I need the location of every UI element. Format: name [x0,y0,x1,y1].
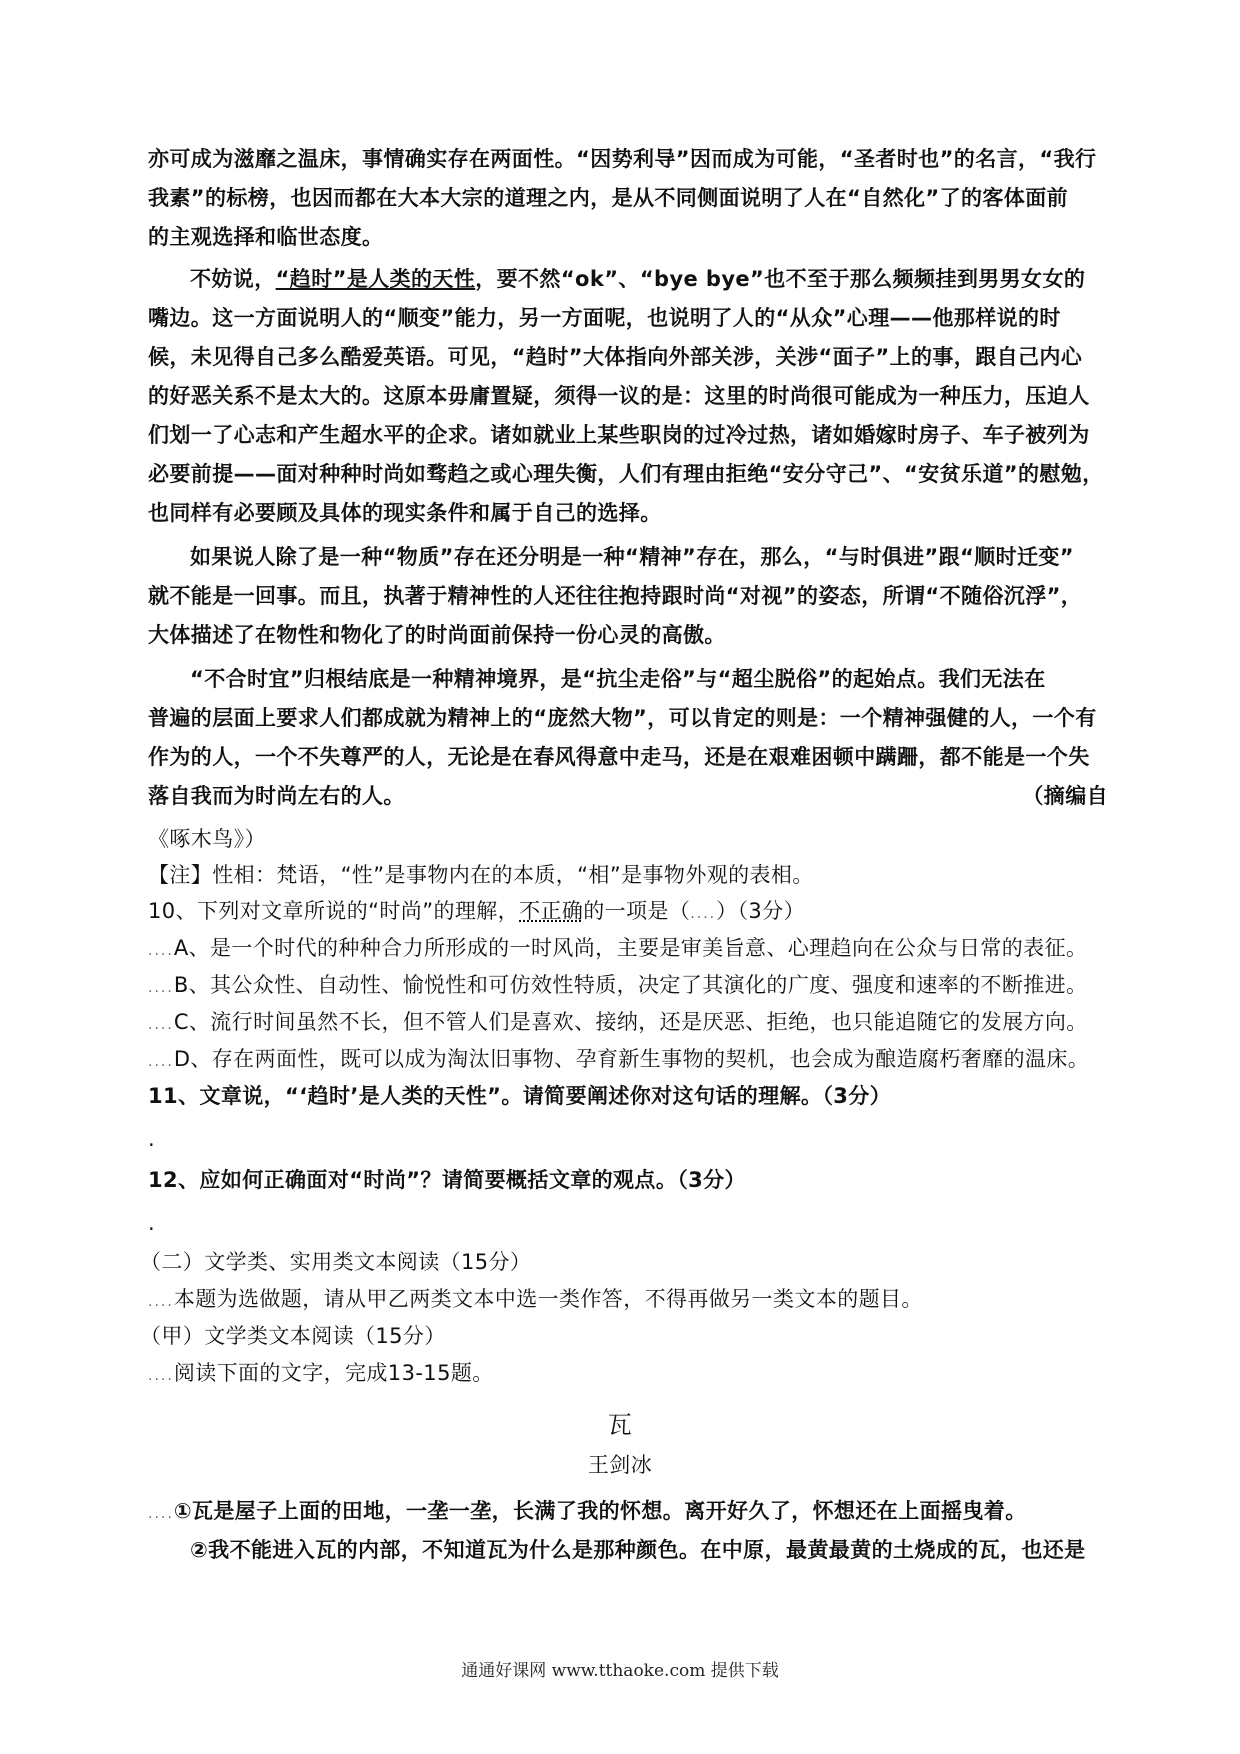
article-p3-line-1: 如果说人除了是一种“物质”存在还分明是一种“精神”存在，那么，“与时俱进”跟“顺时迁变” [190,545,1075,569]
story-author: 王剑冰 [587,1453,653,1477]
section-2-heading: （二）文学类、实用类文本阅读（15分） [140,1250,532,1274]
answer-blank: .... [690,906,717,922]
indent-dots: .... [148,1506,174,1522]
option-text: A、是一个时代的种种合力所形成的一时风尚，主要是审美旨意、心理趋向在公众与日常的表征。 [173,936,1088,960]
question-12: 12、应如何正确面对“时尚”？请简要概括文章的观点。（3分） [148,1168,746,1192]
article-p2-line-4: 的好恶关系不是太大的。这原本毋庸置疑，须得一议的是：这里的时尚很可能成为一种压力，压迫人 [148,384,1090,408]
article-p2-line-2: 嘴边。这一方面说明人的“顺变”能力，另一方面呢，也说明了人的“从众”心理——他那样说的时 [148,306,1061,330]
article-p2-line-5: 们划一了心志和产生超水平的企求。诸如就业上某些职岗的过冷过热，诸如婚嫁时房子、车子被列为 [148,423,1090,447]
question-11: 11、文章说，“‘趋时’是人类的天性”。请简要阐述你对这句话的理解。（3分） [148,1084,892,1108]
indent-dots: .... [148,1054,174,1070]
article-p2-tail: ，要不然“ok”、“bye bye”也不至于那么频频挂到男男女女的 [475,267,1086,291]
q10-stem-c: 的一项是（ [583,899,691,923]
article-p4-line-3: 作为的人，一个不失尊严的人，无论是在春风得意中走马，还是在艰难困顿中蹒跚，都不能是一个失 [148,745,1090,769]
q10-stem-a: 10、下列对文章所说的“时尚”的理解， [148,899,520,923]
article-p1-line-2: 我素”的标榜，也因而都在大本大宗的道理之内，是从不同侧面说明了人在“自然化”了的客体面前 [148,186,1069,210]
article-p4-line-1: “不合时宜”归根结底是一种精神境界，是“抗尘走俗”与“超尘脱俗”的起始点。我们无法在 [190,667,1046,691]
q10-option-a [148,931,1108,968]
indent-dots: .... [148,980,174,996]
q10-stem-d: ）（3分） [716,899,805,923]
article-p2-lead: 不妨说， [190,267,276,291]
article-p1-line-1: 亦可成为滋靡之温床，事情确实存在两面性。“因势利导”因而成为可能，“圣者时也”的名言，“我行 [148,147,1097,171]
q10-option-b [148,968,1108,1005]
story-p1-text: ①瓦是屋子上面的田地，一垄一垄，长满了我的怀想。离开好久了，怀想还在上面摇曳着。 [173,1499,1027,1523]
answer-space-11: . [148,1127,156,1151]
underlined-quote: “趋时”是人类的天性 [275,267,476,291]
source-publication: 《啄木鸟》） [148,827,266,851]
indent-dots: .... [148,1017,174,1033]
q10-option-d [148,1042,1108,1079]
indent-dots: .... [148,1294,174,1310]
question-10-stem [148,894,1108,931]
instruction-text: 本题为选做题，请从甲乙两类文本中选一类作答，不得再做另一类文本的题目。 [173,1287,923,1311]
answer-space-12: . [148,1211,156,1235]
page-footer: 通通好课网 www.tthaoke.com 提供下载 [461,1661,779,1681]
section-2-task [148,1356,1108,1393]
article-p2-line-1 [190,262,1150,296]
article-p3-line-2: 就不能是一回事。而且，执著于精神性的人还往往抱持跟时尚“对视”的姿态，所谓“不随俗沉浮”， [148,584,1083,608]
q10-stem-emphasis: 不正确 [519,899,584,923]
article-p1-line-3: 的主观选择和临世态度。 [148,225,384,249]
q10-option-c [148,1005,1108,1042]
article-p4-line-4: 落自我而为时尚左右的人。 [148,784,405,808]
article-p2-line-7: 也同样有必要顾及具体的现实条件和属于自己的选择。 [148,501,662,525]
option-text: D、存在两面性，既可以成为淘汰旧事物、孕育新生事物的契机，也会成为酿造腐朽奢靡的温床。 [173,1047,1090,1071]
option-text: C、流行时间虽然不长，但不管人们是喜欢、接纳，还是厌恶、拒绝，也只能追随它的发展方向。 [173,1010,1088,1034]
article-p3-line-3: 大体描述了在物性和物化了的时尚面前保持一份心灵的高傲。 [148,623,726,647]
indent-dots: .... [148,943,174,959]
section-2-instruction [148,1282,1108,1319]
article-p2-line-6: 必要前提——面对种种时尚如骛趋之或心理失衡，人们有理由拒绝“安分守己”、“安贫乐道”的慰勉， [148,462,1104,486]
indent-dots: .... [148,1368,174,1384]
task-text: 阅读下面的文字，完成13-15题。 [173,1361,494,1385]
note: 【注】性相：梵语，“性”是事物内在的本质，“相”是事物外观的表相。 [148,863,814,887]
story-paragraph-1 [148,1494,1108,1531]
option-text: B、其公众性、自动性、愉悦性和可仿效性特质，决定了其演化的广度、强度和速率的不断推进。 [173,973,1088,997]
article-p4-line-2: 普遍的层面上要求人们都成就为精神上的“庞然大物”，可以肯定的则是：一个精神强健的人，一个有 [148,706,1097,730]
article-p2-line-3: 候，未见得自己多么酷爱英语。可见，“趋时”大体指向外部关涉，关涉“面子”上的事，跟自己内心 [148,345,1083,369]
section-2-subheading: （甲）文学类文本阅读（15分） [140,1324,446,1348]
story-paragraph-2: ②我不能进入瓦的内部，不知道瓦为什么是那种颜色。在中原，最黄最黄的土烧成的瓦，也还是 [190,1538,1086,1562]
story-title: 瓦 [607,1411,633,1439]
source-label: （摘编自 [1022,784,1108,808]
